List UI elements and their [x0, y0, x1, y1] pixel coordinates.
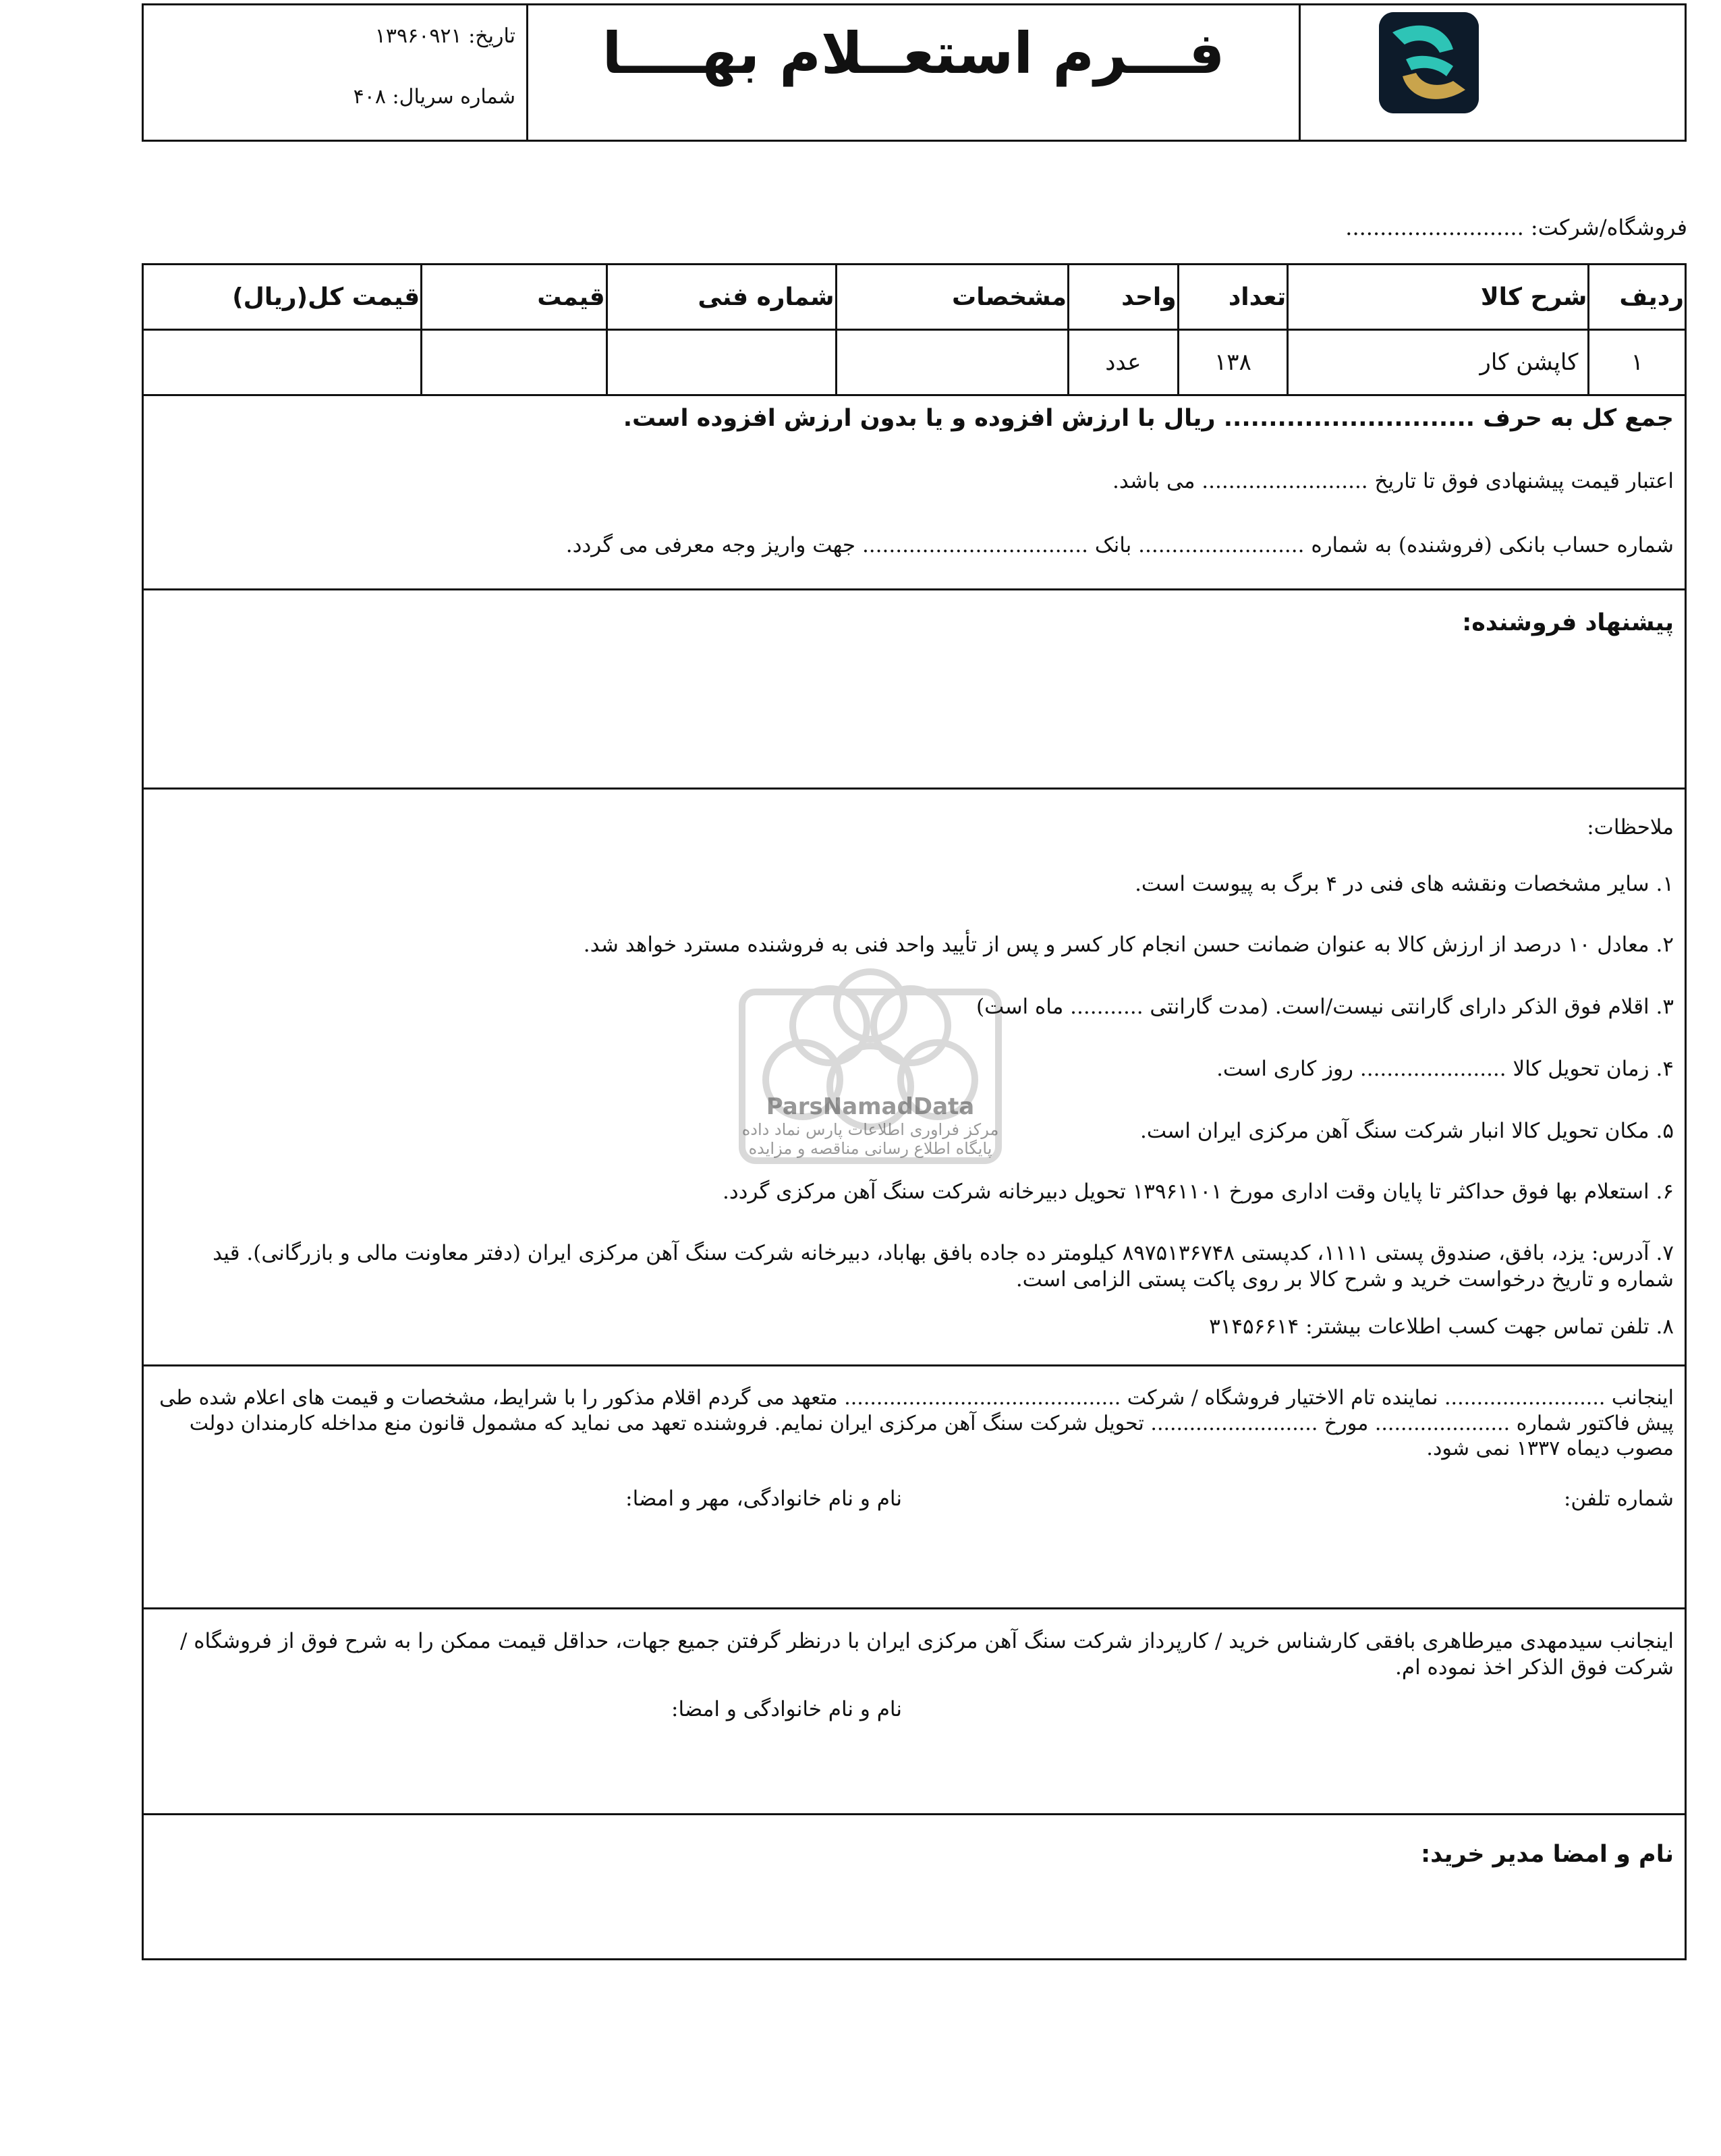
cell-description: کاپشن کار	[1288, 330, 1589, 395]
cell-specifications[interactable]	[836, 330, 1069, 395]
note-item: ۳. اقلام فوق الذکر دارای گارانتی نیست/است. (مدت گارانتی ........... ماه است)	[976, 995, 1674, 1019]
totals-section	[142, 390, 1687, 590]
vendor-field: فروشگاه/شرکت: ..........................	[1345, 215, 1687, 240]
cell-quantity: ۱۳۸	[1178, 330, 1288, 395]
notes-heading: ملاحظات:	[1587, 815, 1674, 839]
vendor-signature-label: نام و نام خانوادگی، مهر و امضا:	[625, 1487, 902, 1511]
validity-line: اعتبار قیمت پیشنهادی فوق تا تاریخ ......................... می باشد.	[1112, 469, 1674, 493]
vendor-phone-label: شماره تلفن:	[1563, 1487, 1674, 1511]
total-in-words: جمع کل به حرف ............................ ریال با ارزش افزوده و یا بدون ارزش افزوده است.	[623, 405, 1674, 432]
col-row-number: ردیف	[1589, 265, 1686, 330]
col-quantity: تعداد	[1178, 265, 1288, 330]
bank-account-line: شماره حساب بانکی (فروشنده) به شماره ......................... بانک .................................. جهت واریز وجه معرفی می گردد.	[565, 533, 1674, 557]
form-title: فـــرم استعــلام بهــــا	[602, 20, 1225, 86]
watermark-line2: پایگاه اطلاع رسانی مناقصه و مزایده	[748, 1139, 992, 1158]
note-item: ۲. معادل ۱۰ درصد از ارزش کالا به عنوان ضمانت حسن انجام کار کسر و پس از تأیید واحد فنی به فروشنده مسترد خواهد شد.	[583, 933, 1674, 957]
cell-row-number: ۱	[1589, 330, 1686, 395]
title-cell	[526, 5, 1299, 140]
seller-offer-label: پیشنهاد فروشنده:	[1462, 609, 1674, 636]
watermark-brand: ParsNamadData	[766, 1093, 975, 1120]
col-technical-number: شماره فنی	[606, 265, 836, 330]
cell-unit: عدد	[1069, 330, 1179, 395]
watermark-text	[722, 1093, 1019, 1158]
col-price: قیمت	[422, 265, 607, 330]
note-item: ۶. استعلام بها فوق حداکثر تا پایان وقت اداری مورخ ۱۳۹۶۱۱۰۱ تحویل دبیرخانه شرکت سنگ آهن مرکزی گردد.	[723, 1180, 1674, 1204]
company-logo-icon	[1379, 12, 1479, 113]
note-item: ۴. زمان تحویل کالا ...................... روز کاری است.	[1216, 1057, 1674, 1081]
col-unit: واحد	[1069, 265, 1179, 330]
buyer-statement-text: اینجانب سیدمهدی میرطاهری بافقی کارشناس خرید / کارپرداز شرکت سنگ آهن مرکزی ایران با درنظر گرفتن جمیع جهات، حداقل قیمت ممکن را به شرح فوق از فروشگاه / شرکت فوق الذکر اخذ نموده ام.	[180, 1629, 1674, 1680]
buyer-signature-label: نام و نام خانوادگی و امضا:	[671, 1697, 902, 1721]
buyer-statement-section	[142, 1609, 1687, 1815]
col-total-price: قیمت کل(ریال)	[143, 265, 422, 330]
manager-section	[142, 1815, 1687, 1960]
table-header-row	[143, 265, 1686, 330]
manager-signature-label: نام و امضا مدیر خرید:	[1421, 1841, 1674, 1868]
watermark-line1: مرکز فراوری اطلاعات پارس نماد داده	[741, 1120, 999, 1139]
note-item: ۷. آدرس: یزد، بافق، صندوق پستی ۱۱۱۱، کدپستی ۸۹۷۵۱۳۶۷۴۸ کیلومتر ده جاده بافق بهاباد، دبیرخانه شرکت سنگ آهن مرکزی ایران (دفتر معاونت مالی و بازرگانی). قید شماره و تاریخ درخواست خرید و شرح کالا بر روی پاکت پستی الزامی است.	[213, 1241, 1674, 1292]
seller-offer-section	[142, 590, 1687, 790]
vendor-commitment-text: اینجانب ......................... نماینده تام الاختیار فروشگاه / شرکت ........................................... متعهد می گردم اقلام مذکور را با شرایط، مشخصات و قیمت های اعلام شده طی پیش فاکتور شماره ..................... مورخ .......................... تحویل شرکت سنگ آهن مرکزی ایران نمایم. فروشنده تعهد می نماید که مشمول قانون منع مداخله کارمندان دولت مصوب دیماه ۱۳۳۷ نمی شود.	[159, 1386, 1674, 1460]
date-field: تاریخ: ۱۳۹۶۰۹۲۱	[374, 24, 515, 48]
note-item: ۵. مکان تحویل کالا انبار شرکت سنگ آهن مرکزی ایران است.	[1140, 1119, 1674, 1143]
col-specifications: مشخصات	[836, 265, 1069, 330]
form-header	[142, 3, 1687, 142]
cell-price[interactable]	[422, 330, 607, 395]
serial-field: شماره سریال: ۴۰۸	[353, 85, 515, 109]
items-table	[142, 263, 1687, 396]
table-row	[143, 330, 1686, 395]
vendor-commitment-section	[142, 1366, 1687, 1609]
cell-total-price[interactable]	[143, 330, 422, 395]
cell-technical-number[interactable]	[606, 330, 836, 395]
meta-cell	[144, 5, 526, 140]
note-item: ۱. سایر مشخصات ونقشه های فنی در ۴ برگ به پیوست است.	[1135, 872, 1674, 896]
logo-cell	[1299, 5, 1685, 140]
col-description: شرح کالا	[1288, 265, 1589, 330]
note-item: ۸. تلفن تماس جهت کسب اطلاعات بیشتر: ۳۱۴۵۶۶۱۴	[1209, 1315, 1674, 1339]
watermark-flower-icon	[729, 965, 1012, 1194]
